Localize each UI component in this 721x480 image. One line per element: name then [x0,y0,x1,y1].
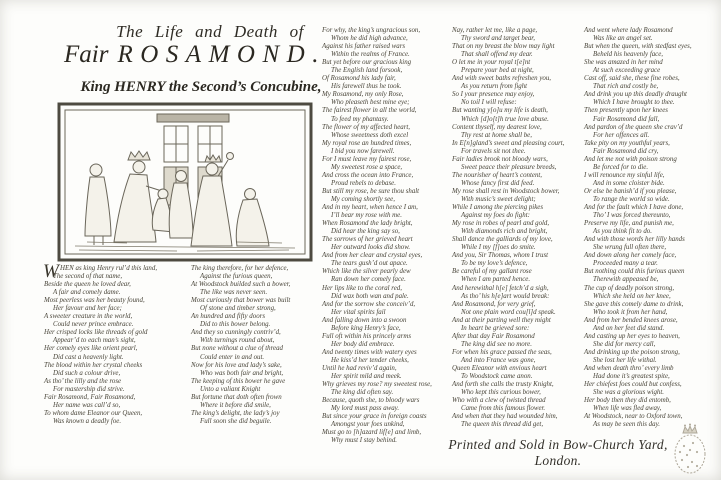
verse-line: Prepare your bed at night, [461,67,534,75]
verse-line: Her outward looks did show. [331,244,411,252]
verse-line: For why, the king’s ungracious son, [322,27,421,34]
verse-line: As you think fit to do. [593,228,652,236]
verse-line: But still my rose, be sure thou shalt [322,187,420,195]
verse-line: The king’s delight, the lady’s joy [191,409,280,417]
title-line-3: King HENRY the Second’s Concubine, [80,79,322,95]
verse-line: Where it before did smile, [200,401,271,409]
verse-line: Fair ladies brook not bloody wars, [452,155,548,163]
verse-line: And with sweet baths refreshen you, [452,75,552,83]
verse-line: Which [d]o[t]h true love abuse. [461,115,549,123]
verse-line: And cross the ocean into France, [322,171,414,179]
verse-line: Nay, rather let me, like a page, [452,27,538,34]
verse-line: In heart be grieved sore: [461,324,530,332]
verse-line: Which I have brought to thee. [593,99,675,107]
verse-line: For when his grace passed the seas, [452,348,552,356]
verse-line: Could never prince embrace. [53,321,134,329]
woodcut-illustration [57,102,313,267]
verse-line: And at their parting well they might [452,316,551,324]
verse-line: The sorrows of her grieved heart [322,236,413,244]
verse-line: I bid you now farewell. [331,147,395,155]
verse-line: While I my [f]oes do smite. [461,244,536,252]
verse-line: A fair and comely dame. [53,289,121,297]
verse-line: The nourisher of heart’s content, [452,171,543,179]
verse-line: The flower of my affected heart, [322,123,411,131]
verse-line: Of stone and timber strong, [200,305,276,313]
verse-line: She lost her life withal. [593,356,657,364]
verse-line: Who took it from her hand, [593,308,668,316]
verse-line: Queen Eleanor with envious heart [452,364,547,372]
verse-line: But when the queen, with stedfast eyes, [584,43,692,51]
verse-line: And falling down into a swoon [322,316,407,324]
verse-line: But nothing could this furious queen [584,268,685,276]
verse-line: And you, Sir Thomas, whom I trust [452,252,549,260]
verse-line: Until he had reviv’d again, [322,364,397,372]
verse-line: Most curiously that bower was built [191,297,291,305]
drop-cap-w: W [43,261,59,282]
verse-line: The English land forsook, [331,67,403,75]
verse-line: Came from this famous flower. [461,405,546,413]
verse-line: For I must leave my fairest rose, [322,155,412,163]
verse-line: To whom dame Eleanor our Queen, [44,409,143,417]
verse-line: And from her bended knees arose, [584,316,678,324]
verse-line: Her lips like to the coral red, [322,284,402,292]
verse-line: Did cast a heavenly light. [53,353,124,361]
verse-line: And forth she calls the trusty Knight, [452,381,554,389]
collection-stamp-icon [666,422,714,478]
verse-line: When Rosamond the lady bright, [322,220,413,228]
verse-line: At Woodstock builded such a bower, [191,281,291,289]
verse-line: Beside the queen he loved dear, [44,281,131,289]
verse-line: Not one plain word cou[l]d speak. [461,308,556,316]
verse-line: Why grieves my rose? my sweetest rose, [322,381,432,389]
verse-line: Tho’ I was forced thereunto, [593,212,671,220]
verse-line: The king did often say. [331,389,394,397]
verse-line: And with those words her lilly hands [584,236,685,244]
verse-line: My Rosamond, my only Rose, [322,91,404,99]
verse-line: And pardon of the queen she crav’d [584,123,683,131]
verse-line: Her favour and her face; [53,305,122,313]
verse-line: And on her feet did stand. [593,324,665,332]
queen-figure [191,153,234,247]
verse-line: Whose fancy first did feed. [461,179,535,187]
verse-line: As may be seen this day. [593,421,660,429]
verse-line: With diamonds rich and bright, [461,228,548,236]
verse-line: Before king Henry’s face, [331,324,401,332]
verse-line: And herewithal h[e] fetch’d a sigh, [452,284,549,292]
verse-line: Her body did embrace. [331,340,395,348]
verse-line: Did hear the king say so, [331,228,400,236]
verse-line: Of Rosamond his lady fair, [322,75,396,83]
verse-line: Beheld his heavenly face, [593,51,664,59]
verse-line: My coming shortly see, [331,195,395,203]
verse-line: The like was never seen. [200,289,268,297]
verse-line: And in my heart, when hence I am, [322,204,418,212]
verse-line: As tho’ his h[e]art would break: [461,292,550,300]
verse-column-3 [322,27,454,445]
verse-line: In E[n]gland’s sweet and pleasing court, [452,139,565,147]
verse-line: Her name was call’d so, [53,401,121,409]
verse-line: Whose sweetness doth excel [331,131,409,139]
verse-line: And drink you up this deadly draught [584,91,687,99]
verse-line: Her vital spirits fail [331,308,386,316]
verse-line: After that day Fair Rosamond [452,332,535,340]
verse-line: For her offences all. [593,131,650,139]
verse-line: Therewith appeased be, [593,276,659,284]
verse-line: Thy sword and target bear, [461,35,535,43]
verse-line: My rose in robes of pearl and gold, [452,220,550,228]
verse-line: My sweetest rose a space, [331,163,403,171]
verse-line: Fair Rosamond did cry, [593,147,659,155]
verse-line: With music’s sweet delight; [461,195,536,203]
verse-line: Be careful of my gallant rose [452,268,532,276]
verse-line: Could enter in and out. [200,353,265,361]
verse-line: To Woodstock came anon. [461,373,533,381]
verse-line: Preserve my life, and punish me, [584,220,674,228]
verse-line: Ran down her comely face. [331,276,406,284]
verse-line: I will renounce my sinful life, [584,171,665,179]
verse-line: Her body then they did entomb, [584,397,671,405]
verse-line: Who with a clew of twisted thread [452,397,546,405]
title-line-2 [50,41,340,69]
title-fair: Fair [64,41,109,68]
verse-line: Content thyself, my dearest love, [452,123,542,131]
verse-line: Did to this bower belong. [200,321,271,329]
verse-line: That shall offend my dear. [461,51,533,59]
verse-line: Full soon she did beguile. [200,417,272,425]
verse-line: The blood within her crystal cheeks [44,361,143,369]
verse-line: With turnings round about, [200,337,275,345]
verse-line: For travels sit not thee. [461,147,526,155]
verse-line: Be forced for to die. [593,163,649,171]
verse-line: Why must I stay behind. [331,437,398,445]
verse-line: But since your grace in foreign coasts [322,413,427,421]
verse-line: At Woodstock, near to Oxford town, [584,413,683,421]
verse-line: And went where lady Rosamond [584,27,673,34]
courtier-figure [85,164,111,245]
verse-line: That rich and costly be, [593,83,659,91]
rosamond-figure [236,189,269,247]
verse-line: Who pleaseth best mine eye; [331,99,410,107]
verse-line: Against his father raised wars [322,43,406,51]
verse-line: Or else be banish’d if you please, [584,187,677,195]
verse-line: The king did see no more. [461,340,532,348]
verse-line: And when death thro’ every limb [584,364,674,372]
verse-line: The fairest flower in all the world, [322,107,417,115]
verse-line: The second of that name, [53,273,123,281]
verse-line: To be my love’s defence, [461,260,528,268]
verse-line: Within the realms of France. [331,51,410,59]
verse-line: Fair Rosamond, Fair Rosamond, [44,393,136,401]
verse-line: The king therefore, for her defence, [191,265,289,272]
verse-line: Amongst your foes unkind, [331,421,405,429]
verse-line: And twenty times with watery eyes [322,348,417,356]
verse-column-4 [452,27,584,429]
imprint-line: Printed and Sold in Bow-Church Yard, London. [448,437,668,468]
verse-line: Cast off, said she, these fine robes, [584,75,680,83]
verse-line: Take pity on my youthful years, [584,139,670,147]
verse-line: Then presently upon her knees [584,107,668,115]
verse-line: And for the sorrow she conceiv’d, [322,300,416,308]
verse-line: Most peerless was her beauty found, [44,297,145,305]
verse-line: Against my foes do fight: [461,212,530,220]
title-rosamond: ROSAMOND. [117,41,326,68]
verse-line: She was amazed in her mind [584,59,663,67]
verse-line: A sweeter creature in the world, [44,313,133,321]
verse-line: That on my breast the blow may light [452,43,555,51]
verse-line: Who kept this curious bower, [461,389,541,397]
verse-line: Proceeded many a tear. [593,260,658,268]
verse-line: While I among the piercing pikes [452,204,544,212]
verse-line: Did such a colour drive, [53,369,121,377]
verse-line: And when that they had wounded him, [452,413,558,421]
verse-line: Proud rebels to debase. [331,179,396,187]
verse-line: My rose shall rest in Woodstock bower, [452,187,560,195]
verse-line: My lord must pass away. [331,405,400,413]
verse-line: Shall dance the galliards of my love, [452,236,553,244]
verse-line: And they so cunningly contriv’d, [191,329,281,337]
verse-column-5 [584,27,721,429]
verse-line: But fortune that doth often frown [191,393,282,401]
verse-line: But yet before our gracious king [322,59,412,67]
verse-line: My royal rose an hundred times, [322,139,412,147]
verse-line: Now for his love and lady’s sake, [191,361,282,369]
verse-line: She wrung full often there, [593,244,667,252]
verse-line: Her spirit mild and meek. [331,373,402,381]
verse-line: And down along her comely face, [584,252,677,260]
verse-column-1 [44,265,192,426]
verse-line: When I am parted hence. [461,276,531,284]
verse-line: And from her clear and crystal eyes, [322,252,423,260]
verse-line: Unto a valiant Knight [200,385,261,393]
verse-line: But wanting y[o]u my life is death, [452,107,548,115]
verse-line: And Rosamond, for very grief, [452,300,536,308]
verse-line: The tears gush’d out apace. [331,260,408,268]
verse-line: She gave this comely dame to drink, [584,300,684,308]
verse-line: When life was fled away, [593,405,662,413]
verse-column-2 [191,265,323,426]
verse-line: And let me not with poison strong [584,155,677,163]
verse-line: Sweet peace their pleasure breeds, [461,163,557,171]
verse-line: She did for mercy call, [593,340,656,348]
verse-line: She was a glorious wight. [593,389,665,397]
verse-line: The keeping of this bower he gave [191,377,286,385]
verse-line: Whom he did high advance, [331,35,408,43]
verse-line: An hundred and fifty doors [191,313,266,321]
verse-line: HEN as king Henry rul’d this land, [60,265,158,272]
verse-line: Thy rest at home shall be, [461,131,532,139]
verse-line: Full oft within his princely arms [322,332,412,340]
verse-line: At such exceeding grace [593,67,661,75]
verse-line: And drinking up the poison strong, [584,348,680,356]
verse-line: And into France was gone, [461,356,536,364]
verse-line: Was known a deadly foe. [53,417,122,425]
woodcut-scene-svg [57,102,313,262]
verse-line: Who was both fair and bright, [200,369,284,377]
verse-line: His farewell thus he took. [331,83,402,91]
verse-line: As you return from fight [461,83,528,91]
verse-line: Which she held on her knee, [593,292,671,300]
verse-line: For mastership did strive. [53,385,125,393]
verse-line: Her comely eyes like orient pearl, [44,345,138,353]
verse-line: Because, quoth she, to bloody wars [322,397,420,405]
verse-line: He kiss’d her tender cheeks, [331,356,409,364]
verse-line: To feed my phantasy. [331,115,389,123]
title-line-1: The Life and Death of [116,22,304,41]
verse-line: Which like the silver pearly dew [322,268,411,276]
verse-line: No toil I will refuse: [461,99,517,107]
verse-line: O let me in your royal t[e]nt [452,59,531,67]
verse-line: To range the world so wide. [593,195,670,203]
verse-line: Fair Rosamond did fall, [593,115,660,123]
verse-line: But none without a clue of thread [191,345,283,353]
verse-line: Her crisped locks like threads of gold [44,329,148,337]
verse-line: Against the furious queen, [200,273,273,281]
verse-line: And in some cloister bide. [593,179,665,187]
verse-line: And for the fault which I have done, [584,204,684,212]
verse-line: So I your presence may enjoy, [452,91,535,99]
verse-line: I’ll bear my rose with me. [331,212,402,220]
verse-line: Must go to [h]azard lif[e] and limb, [322,429,422,437]
verse-line: And casting up her eyes to heaven, [584,332,680,340]
verse-line: Did wax both wan and pale. [331,292,409,300]
verse-line: Her chiefest foes could but confess, [584,381,682,389]
verse-line: Had done it’s greatest spite, [593,373,670,381]
verse-line: As tho’ the lilly and the rose [44,377,122,385]
verse-line: Appear’d to each man’s sight, [53,337,136,345]
verse-line: The cup of deadly poison strong, [584,284,675,292]
verse-line: Was like an angel set. [593,35,653,43]
verse-line: The queen this thread did get, [461,421,544,429]
